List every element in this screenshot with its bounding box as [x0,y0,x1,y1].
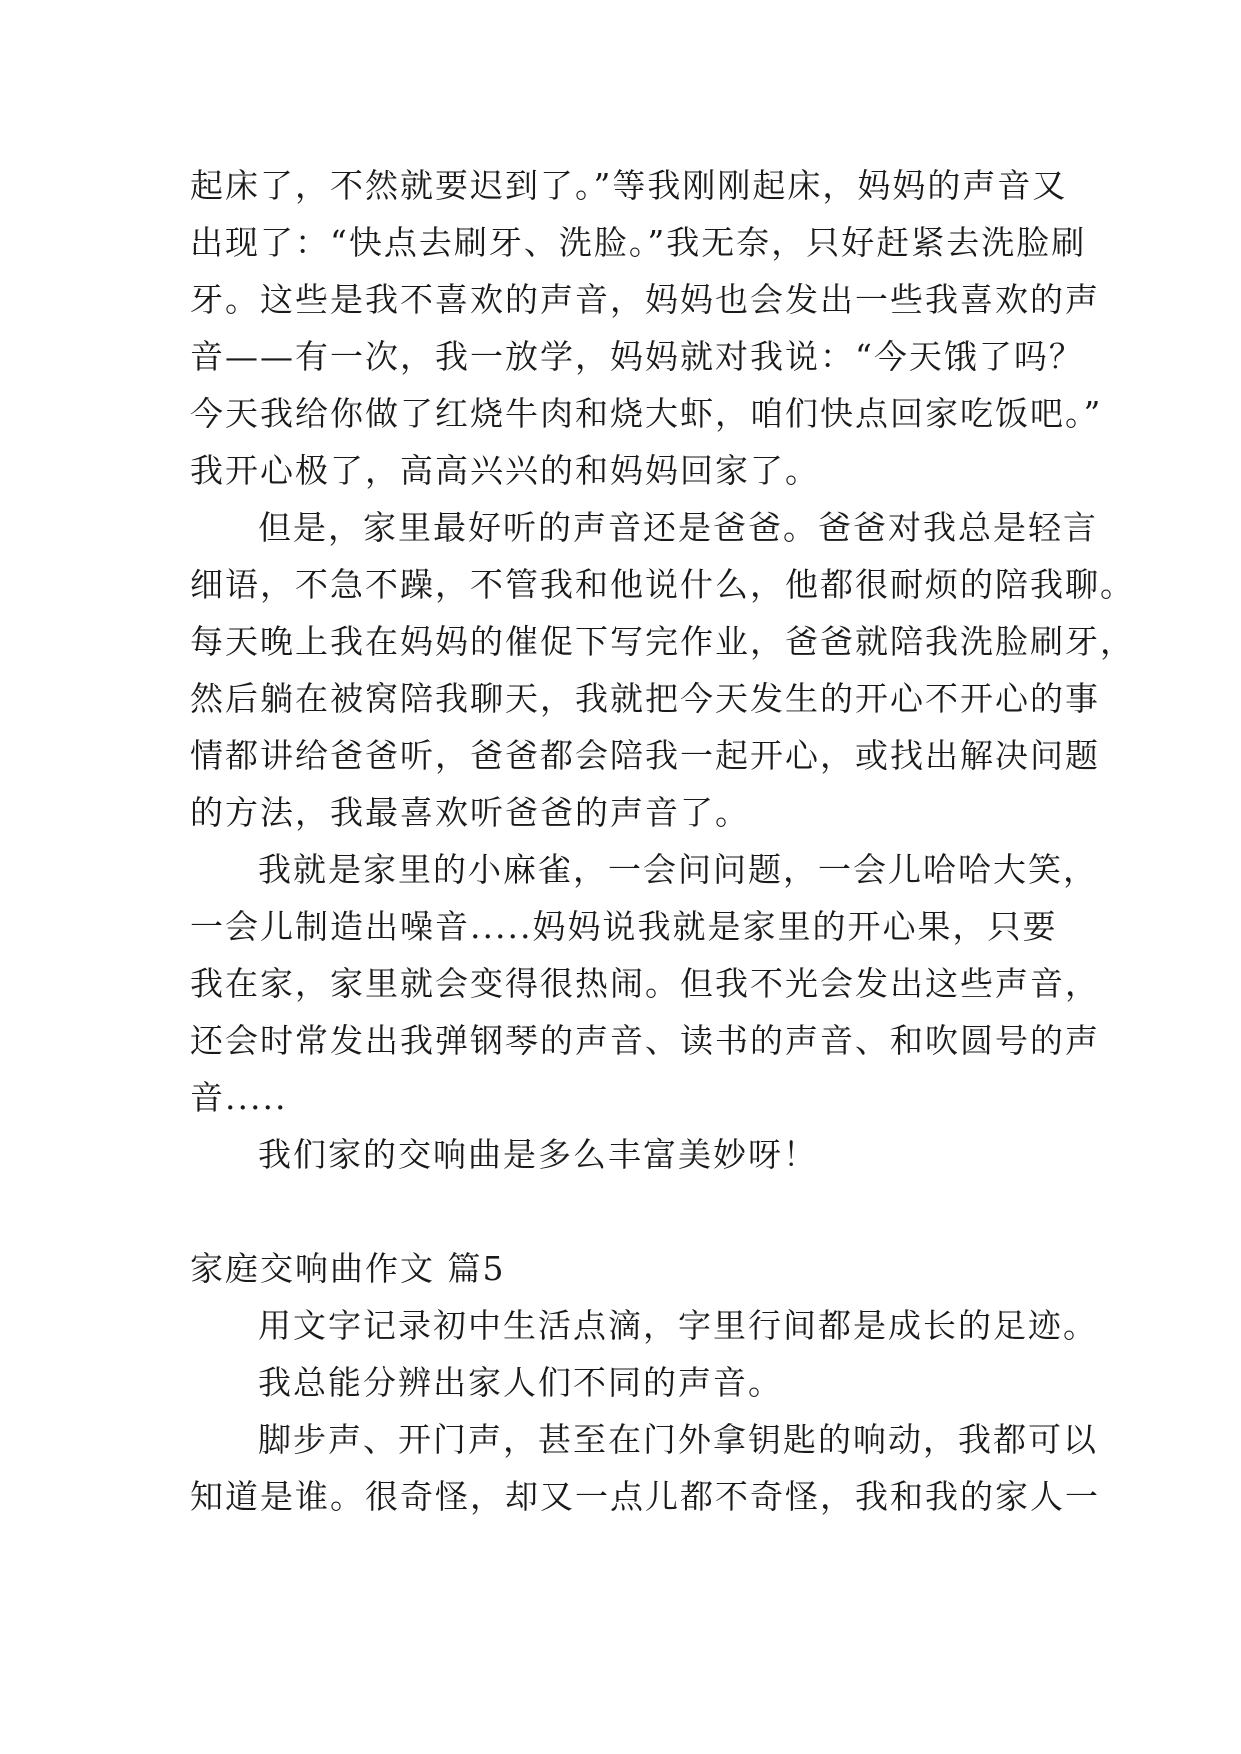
text-line: 知道是谁。很奇怪，却又一点儿都不奇怪，我和我的家人一 [190,1477,1100,1516]
text-line: 然后躺在被窝陪我聊天，我就把今天发生的开心不开心的事 [190,679,1100,718]
paragraph-first-line: 我们家的交响曲是多么丰富美妙呀！ [258,1135,818,1174]
paragraph-first-line: 我就是家里的小麻雀，一会问问题，一会儿哈哈大笑， [258,850,1098,889]
text-line: 我开心极了，高高兴兴的和妈妈回家了。 [190,451,820,490]
text-line: 出现了：“快点去刷牙、洗脸。”我无奈，只好赶紧去洗脸刷 [190,223,1087,262]
section-heading: 家庭交响曲作文 篇5 [190,1249,506,1288]
paragraph-first-line: 但是，家里最好听的声音还是爸爸。爸爸对我总是轻言 [258,508,1098,547]
text-line: 的方法，我最喜欢听爸爸的声音了。 [190,793,750,832]
text-line: 起床了，不然就要迟到了。”等我刚刚起床，妈妈的声音又 [190,166,1068,205]
text-line: 情都讲给爸爸听，爸爸都会陪我一起开心，或找出解决问题 [190,736,1100,775]
text-line: 音..... [190,1078,288,1117]
text-line: 我在家，家里就会变得很热闹。但我不光会发出这些声音， [190,964,1100,1003]
text-line: 牙。这些是我不喜欢的声音，妈妈也会发出一些我喜欢的声 [190,280,1100,319]
text-line: 一会儿制造出噪音.....妈妈说我就是家里的开心果，只要 [190,907,1058,946]
text-line: 今天我给你做了红烧牛肉和烧大虾，咱们快点回家吃饭吧。” [190,394,1103,433]
paragraph-first-line: 我总能分辨出家人们不同的声音。 [258,1363,783,1402]
text-line: 还会时常发出我弹钢琴的声音、读书的声音、和吹圆号的声 [190,1021,1100,1060]
paragraph-first-line: 用文字记录初中生活点滴，字里行间都是成长的足迹。 [258,1306,1098,1345]
text-line: 细语，不急不躁，不管我和他说什么，他都很耐烦的陪我聊。 [190,565,1135,604]
paragraph-first-line: 脚步声、开门声，甚至在门外拿钥匙的响动，我都可以 [258,1420,1098,1459]
text-line: 音——有一次，我一放学，妈妈就对我说：“今天饿了吗？ [190,337,1084,376]
text-line: 每天晚上我在妈妈的催促下写完作业，爸爸就陪我洗脸刷牙， [190,622,1135,661]
